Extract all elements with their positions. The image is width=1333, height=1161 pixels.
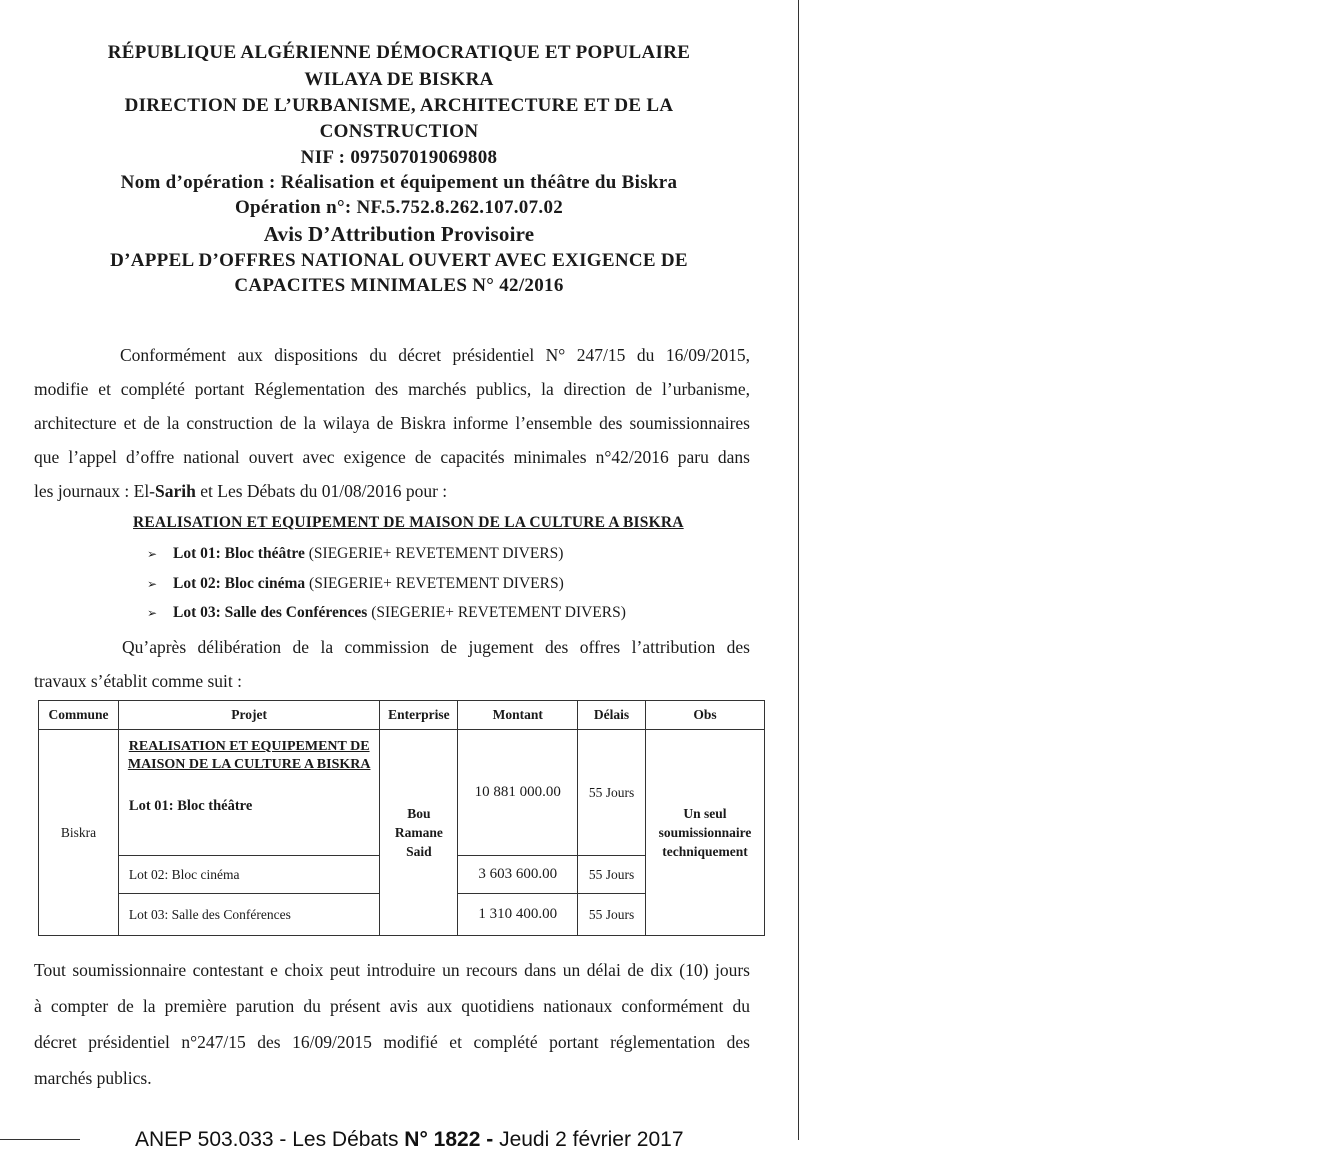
deliberation-line-2: travaux s’établit comme suit : <box>34 671 243 691</box>
footer-divider <box>0 1139 80 1140</box>
project-title: REALISATION ET EQUIPEMENT DE MAISON DE LA CULTURE A BISKRA <box>133 514 684 531</box>
deliberation-line-1: Qu’après délibération de la commission de jugement des offres l’attribution des <box>122 637 750 657</box>
lot-detail: (SIEGERIE+ REVETEMENT DIVERS) <box>367 604 626 621</box>
closing-line-4: marchés publics. <box>34 1068 152 1088</box>
montant-cell: 1 310 400.00 <box>458 894 578 936</box>
footer-source: ANEP 503.033 - Les Débats <box>135 1128 405 1151</box>
closing-line-1: Tout soumissionnaire contestant e choix peut introduire un recours dans un délai de dix (10) jours <box>34 960 750 980</box>
header-enterprise: Enterprise <box>380 701 458 730</box>
table-row <box>39 730 765 856</box>
arrow-bullet-icon: ➢ <box>147 547 158 561</box>
intro-line-5-start: les journaux : El- <box>34 481 156 501</box>
notice-title: Avis D’Attribution Provisoire <box>263 222 535 246</box>
intro-line-1: Conformément aux dispositions du décret présidentiel N° 247/15 du 16/09/2015, <box>120 345 750 365</box>
deliberation-paragraph <box>34 630 750 698</box>
header-nif: NIF : 097507019069808 <box>300 147 498 168</box>
closing-line-2: à compter de la première parution du présent avis aux quotidiens nationaux conformément du <box>34 996 750 1016</box>
enterprise-cell: Bou Ramane Said <box>380 730 458 936</box>
award-table <box>38 700 765 936</box>
header-wilaya: WILAYA DE BISKRA <box>304 69 494 90</box>
lot-label: Lot 01: Bloc théâtre <box>173 545 305 562</box>
lot-detail: (SIEGERIE+ REVETEMENT DIVERS) <box>305 575 564 592</box>
header-montant: Montant <box>458 701 578 730</box>
intro-line-5-end: et Les Débats du 01/08/2016 pour : <box>195 481 448 501</box>
footer-issue-number: N° 1822 - <box>404 1128 494 1151</box>
intro-line-3: architecture et de la construction de la wilaya de Biskra informe l’ensemble des soumissionnaires <box>34 413 750 433</box>
header-direction: DIRECTION DE L’URBANISME, ARCHITECTURE ET DE LA <box>124 95 674 116</box>
closing-paragraph <box>34 952 750 1096</box>
table-project-title: REALISATION ET EQUIPEMENT DE MAISON DE LA CULTURE A BISKRA <box>127 739 371 772</box>
intro-line-5 <box>34 474 750 508</box>
newspaper-name: Sarih <box>155 481 196 501</box>
lot-item <box>147 604 626 622</box>
table-header-row <box>39 701 765 730</box>
lot-label: Lot 03: Salle des Conférences <box>173 604 368 621</box>
commune-cell: Biskra <box>39 730 119 936</box>
lot-detail: (SIEGERIE+ REVETEMENT DIVERS) <box>304 545 564 562</box>
header-construction: CONSTRUCTION <box>319 121 479 142</box>
lot-01-name: Lot 01: Bloc théâtre <box>128 798 253 814</box>
header-republic: RÉPUBLIQUE ALGÉRIENNE DÉMOCRATIQUE ET POPULAIRE <box>107 42 691 63</box>
montant-cell: 10 881 000.00 <box>458 730 578 856</box>
obs-cell: Un seul soumissionnaire techniquement <box>646 730 765 936</box>
header-delais: Délais <box>578 701 646 730</box>
lot-02-name: Lot 02: Bloc cinéma <box>118 856 379 894</box>
intro-paragraph <box>34 338 750 508</box>
lot-03-name: Lot 03: Salle des Conférences <box>118 894 379 936</box>
arrow-bullet-icon: ➢ <box>147 577 158 591</box>
header-operation-number: Opération n°: NF.5.752.8.262.107.07.02 <box>234 197 564 218</box>
lot-item <box>147 545 563 563</box>
closing-line-3: décret présidentiel n°247/15 des 16/09/2015 modifié et complété portant réglementation des <box>34 1032 750 1052</box>
header-operation-name: Nom d’opération : Réalisation et équipement un théâtre du Biskra <box>120 172 678 193</box>
newspaper-footer <box>135 1128 684 1152</box>
delais-cell: 55 Jours <box>578 730 646 856</box>
arrow-bullet-icon: ➢ <box>147 606 158 620</box>
delais-cell: 55 Jours <box>578 894 646 936</box>
intro-line-2: modifie et complété portant Réglementation des marchés publics, la direction de l’urbanisme, <box>34 379 750 399</box>
delais-cell: 55 Jours <box>578 856 646 894</box>
notice-subtitle-1: D’APPEL D’OFFRES NATIONAL OUVERT AVEC EXIGENCE DE <box>110 250 688 271</box>
intro-line-4: que l’appel d’offre national ouvert avec exigence de capacités minimales n°42/2016 paru dans <box>34 447 750 467</box>
notice-subtitle-2: CAPACITES MINIMALES N° 42/2016 <box>234 275 564 296</box>
footer-date: Jeudi 2 février 2017 <box>493 1128 684 1151</box>
header-obs: Obs <box>646 701 765 730</box>
header-commune: Commune <box>39 701 119 730</box>
lot-label: Lot 02: Bloc cinéma <box>173 575 306 592</box>
header-projet: Projet <box>118 701 379 730</box>
montant-cell: 3 603 600.00 <box>458 856 578 894</box>
lot-item <box>147 575 564 593</box>
project-cell <box>118 730 379 856</box>
